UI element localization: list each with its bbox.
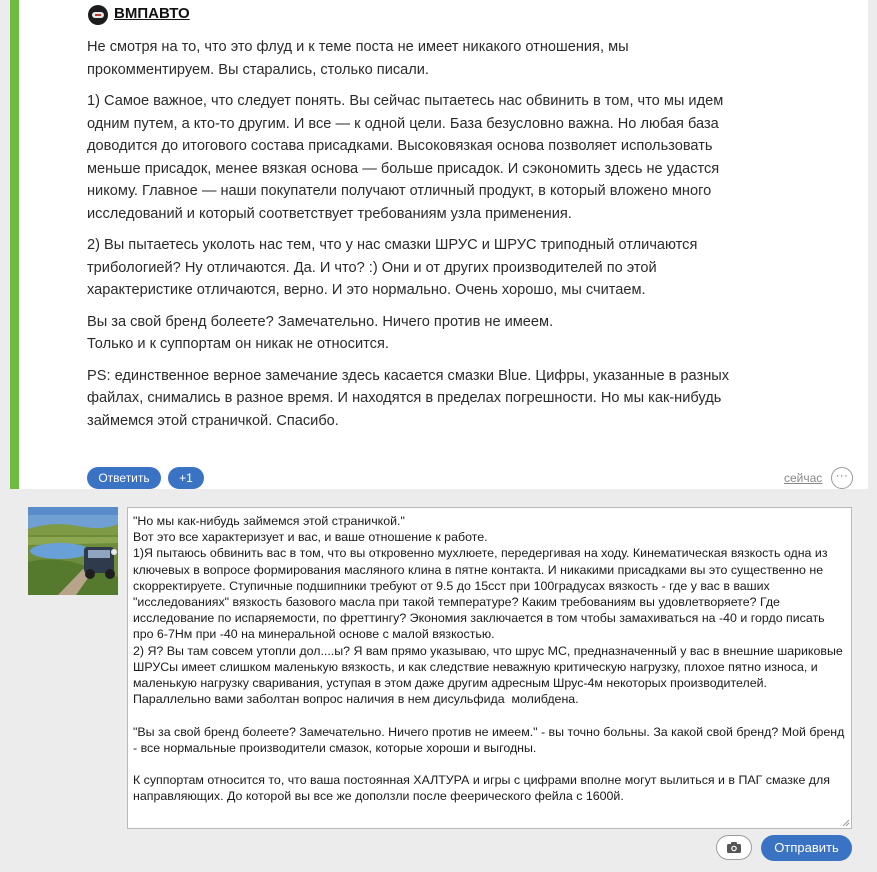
comment-timestamp-link[interactable]: сейчас [784,471,823,485]
comment-paragraph: PS: единственное верное замечание здесь касается смазки Blue. Цифры, указанные в разных файлах, снимались в разное время. И находятся в пределах погрешности. Но мы как-нибудь займемся этой страничкой. Спасибо. [87,367,730,429]
new-comment-indicator [10,0,19,489]
author-name-link[interactable]: ВМПАВТО [114,5,190,22]
resize-grip-icon[interactable] [842,819,850,827]
author-logo-icon[interactable] [88,5,108,25]
comment-paragraph: Не смотря на то, что это флуд и к теме поста не имеет никакого отношения, мы прокомментируем. Вы старались, столько писали. [87,39,629,78]
comment-paragraph: 1) Самое важное, что следует понять. Вы сейчас пытаетесь нас обвинить в том, что мы идем одним путем, а кто-то другим. И все — к одной цели. База безусловно важна. Но любая база доводится до итогового состава присадками. Высоковязкая основа позволяет использовать меньше присадок, менее вязкая основа — больше присадок. И сэкономить здесь не удастся никому. Главное — наши покупатели получают отличный продукт, в который вложено много исследований и который соответствует требованиям узла применения. [87,93,724,222]
reply-button[interactable]: Ответить [87,467,161,489]
reply-textarea[interactable] [127,507,852,829]
comment-paragraph: Вы за свой бренд болеете? Замечательно. Ничего против не имеем. Только и к суппортам он никак не относится. [87,313,554,352]
user-avatar[interactable] [28,507,118,595]
plus-one-button[interactable]: +1 [168,467,204,489]
comment-body [87,36,747,441]
comment-paragraph: 2) Вы пытаетесь уколоть нас тем, что у нас смазки ШРУС и ШРУС триподный отличаются трибологией? Ну отличаются. Да. И что? :) Они и от других производителей по этой характеристике отличаются, верно. И это нормально. Очень хорошо, мы считаем. [87,237,698,298]
more-options-icon[interactable]: ··· [831,467,853,489]
attach-photo-button[interactable] [716,835,752,860]
send-button[interactable]: Отправить [761,835,852,861]
avatar-landscape-image [28,507,118,595]
reply-text[interactable]: "Но мы как-нибудь займемся этой страничкой." Вот это все характеризует и вас, и ваше отношение к работе. 1)Я пытаюсь обвинить вас в том, что вы откровенно мухлюете, передергивая на ходу. Кинематическая вязкость одна из ключевых в вопросе формирования масляного клина в пятне контакта. И никакими присадками вы это существенно не скорректируете. Ступичные подшипники требуют от 9.5 до 15сст при 100градусах вязкость - где у вас в ваших "исследованиях" вязкость базового масла при такой температуре? Каким требованиям вы удовлетворяете? Где исследование по испаряемости, по фреттингу? Экономия заключается в том чтобы замахиваться на -40 и гордо писать про 6-7Нм при -40 на минеральной основе с малой вязкостью. 2) Я? Вы там совсем утопли дол....ы? Я вам прямо указываю, что шрус МС, предназначенный у вас в внешние шариковые ШРУСы имеет слишком маленькую вязкость, и как следствие неважную критическую нагрузку, плохое пятно износа, и маленькую нагрузку сваривания, уступая в этом даже другим адресным Шрус-4м некоторых производителей. Параллельно вами заболтан вопрос наличия в нем дисульфида молибдена. "Вы за свой бренд болеете? Замечательно. Ничего против не имеем." - вы точно больны. За какой свой бренд? Мой бренд - все нормальные производители смазок, которые хороши и выгодны. К суппортам относится то, что ваша постоянная ХАЛТУРА и игры с цифрами вполне могут вылиться и в ПАГ смазке для направляющих. До которой вы все же доползли после феерического фейла с 1600й. [133,514,845,804]
camera-icon [726,841,742,854]
